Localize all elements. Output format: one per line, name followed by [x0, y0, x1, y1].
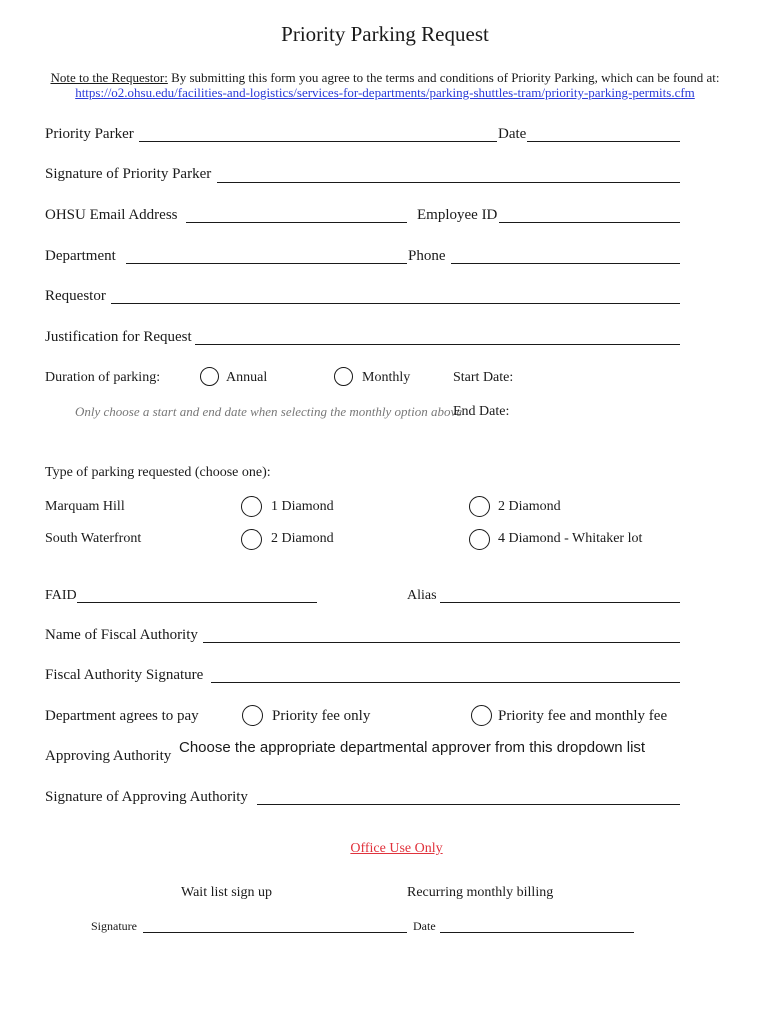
fiscal-authority-name-field[interactable] [203, 642, 680, 643]
marquam-hill-label: Marquam Hill [45, 499, 125, 514]
office-date-label: Date [413, 919, 436, 933]
requestor-field[interactable] [111, 303, 680, 304]
fee-monthly-label: Priority fee and monthly fee [498, 708, 668, 724]
marquam-1-diamond-radio[interactable] [241, 496, 262, 517]
email-label: OHSU Email Address [45, 207, 178, 223]
monthly-radio[interactable] [334, 367, 353, 386]
phone-label: Phone [408, 248, 446, 264]
marquam-2-diamond-radio[interactable] [469, 496, 490, 517]
priority-parker-field[interactable] [139, 141, 497, 142]
phone-field[interactable] [451, 263, 680, 264]
requestor-note [0, 70, 770, 86]
alias-field[interactable] [440, 602, 680, 603]
south-waterfront-label: South Waterfront [45, 531, 142, 546]
marquam-1-diamond-label: 1 Diamond [271, 499, 334, 514]
note-label: Note to the Requestor: [50, 70, 168, 85]
office-signature-field[interactable] [143, 932, 407, 933]
office-date-field[interactable] [440, 932, 634, 933]
signature-parker-label: Signature of Priority Parker [45, 166, 212, 182]
faid-label: FAID [45, 588, 77, 603]
form-title: Priority Parking Request [281, 22, 489, 46]
date-label: Date [498, 126, 527, 142]
approving-signature-field[interactable] [257, 804, 680, 805]
parking-type-label: Type of parking requested (choose one): [45, 465, 271, 480]
duration-label: Duration of parking: [45, 370, 161, 385]
start-date-label: Start Date: [453, 370, 514, 385]
employee-id-field[interactable] [499, 222, 680, 223]
priority-parker-label: Priority Parker [45, 126, 134, 142]
justification-field[interactable] [195, 344, 680, 345]
fiscal-authority-signature-field[interactable] [211, 682, 680, 683]
end-date-label: End Date: [453, 404, 510, 419]
dept-agrees-label: Department agrees to pay [45, 708, 199, 724]
south-4-diamond-label: 4 Diamond - Whitaker lot [498, 531, 643, 546]
office-use-heading: Office Use Only [350, 841, 443, 856]
department-field[interactable] [126, 263, 407, 264]
wait-list-label: Wait list sign up [181, 885, 273, 900]
note-text: By submitting this form you agree to the terms and conditions of Priority Parking, which can be found at: [167, 70, 720, 85]
date-field[interactable] [527, 141, 680, 142]
justification-label: Justification for Request [45, 329, 192, 345]
annual-label: Annual [226, 370, 268, 385]
monthly-hint: Only choose a start and end date when selecting the monthly option above [75, 404, 463, 419]
fee-only-label: Priority fee only [272, 708, 371, 724]
signature-parker-field[interactable] [217, 182, 680, 183]
email-field[interactable] [186, 222, 407, 223]
monthly-label: Monthly [362, 370, 411, 385]
employee-id-label: Employee ID [417, 207, 498, 223]
alias-label: Alias [407, 588, 437, 603]
approving-authority-label: Approving Authority [45, 748, 172, 764]
fee-only-radio[interactable] [242, 705, 263, 726]
marquam-2-diamond-label: 2 Diamond [498, 499, 561, 514]
fiscal-authority-signature-label: Fiscal Authority Signature [45, 667, 204, 683]
south-2-diamond-radio[interactable] [241, 529, 262, 550]
recurring-billing-label: Recurring monthly billing [407, 885, 554, 900]
faid-field[interactable] [77, 602, 317, 603]
annual-radio[interactable] [200, 367, 219, 386]
approving-signature-label: Signature of Approving Authority [45, 789, 248, 805]
approver-dropdown[interactable]: Choose the appropriate departmental approver from this dropdown list [179, 739, 646, 756]
fee-monthly-radio[interactable] [471, 705, 492, 726]
requestor-label: Requestor [45, 288, 106, 304]
office-signature-label: Signature [91, 919, 137, 933]
department-label: Department [45, 248, 116, 264]
terms-link[interactable]: https://o2.ohsu.edu/facilities-and-logistics/services-for-departments/parking-shuttles-tram/priority-parking-permits.cfm [75, 85, 695, 100]
south-4-diamond-radio[interactable] [469, 529, 490, 550]
fiscal-authority-name-label: Name of Fiscal Authority [45, 627, 198, 643]
south-2-diamond-label: 2 Diamond [271, 531, 334, 546]
